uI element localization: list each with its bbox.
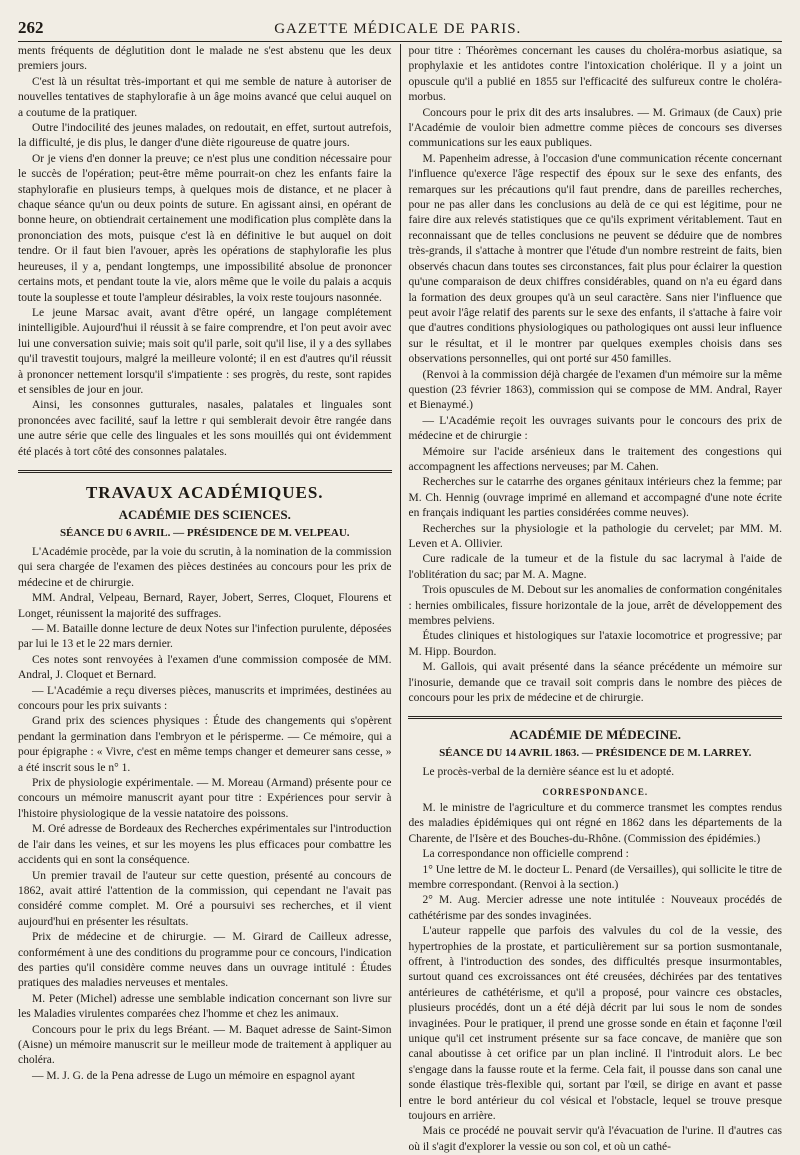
column-rule bbox=[400, 44, 401, 1107]
paragraph: Prix de physiologie expérimentale. — M. Moreau (Armand) présente pour ce concours un mémoire manuscrit ayant pour titre : Expériences pour servir à l'histoire physiologique de la vessie natatoire des poissons. bbox=[18, 777, 392, 820]
paragraph: C'est là un résultat très-important et qui me semble de nature à autoriser de nouvelles tentatives de staphylorafie à un âge moins avancé que celui auquel on a coutume de la pratiquer. bbox=[18, 75, 392, 119]
paragraph: Concours pour le prix du legs Bréant. — M. Baquet adresse de Saint-Simon (Aisne) un mémoire manuscrit sur le meilleur mode de traitement à appliquer au choléra. bbox=[18, 1023, 392, 1067]
right-column bbox=[408, 44, 783, 1153]
left-column bbox=[18, 44, 392, 1107]
paragraph: Un premier travail de l'auteur sur cette question, présenté au concours de 1862, avait attiré l'attention de la commission, qui cependant ne l'avait pas considéré comme complet. M. Oré a poursuivi ses recherches, et il vient aujourd'hui en présenter les résultats. bbox=[18, 869, 392, 928]
paragraph: 2° M. Aug. Mercier adresse une note intitulée : Nouveaux procédés de cathétérisme par des sondes invaginées. bbox=[408, 894, 782, 922]
paragraph: Recherches sur le catarrhe des organes génitaux intérieurs chez la femme; par M. Ch. Hennig (ouvrage imprimé en allemand et accompagné d'une note écrite en français indiquant les parties considérées comme neuves). bbox=[408, 476, 782, 520]
section-title: TRAVAUX ACADÉMIQUES. bbox=[85, 482, 324, 502]
paragraph: M. Oré adresse de Bordeaux des Recherches expérimentales sur l'introduction de l'air dans les veines, et sur les moyens les plus efficaces pour combattre les accidents qui en sont la conséquence. bbox=[18, 823, 392, 867]
paragraph: Concours pour le prix dit des arts insalubres. — M. Grimaux (de Caux) prie l'Académie de vouloir bien admettre comme pièces de concours ses diverses communications sur les eaux publiques. bbox=[408, 106, 782, 150]
paragraph: — L'Académie a reçu diverses pièces, manuscrits et imprimées, destinées au concours pour les prix suivants : bbox=[18, 684, 392, 713]
paragraph: — M. Bataille donne lecture de deux Notes sur l'infection purulente, déposées par lui le 13 et le 22 mars dernier. bbox=[18, 623, 392, 651]
paragraph: La correspondance non officielle comprend : bbox=[422, 848, 629, 861]
correspondence-heading: CORRESPONDANCE. bbox=[542, 786, 649, 797]
paragraph: Grand prix des sciences physiques : Étude des changements qui s'opèrent pendant la germination dans l'embryon et le périsperme. — Ce mémoire, qui a pour épigraphe : « Vivre, c'est en même temps changer et demeurer sans cesse, » a été inscrit sous le n° 1. bbox=[18, 715, 392, 774]
columns bbox=[18, 44, 783, 1153]
paragraph: L'Académie procède, par la voie du scrutin, à la nomination de la commission qui sera chargée de l'examen des pièces destinées au concours pour les prix de médecine et de chirurgie. bbox=[18, 545, 392, 589]
paragraph: Mais ce procédé ne pouvait servir qu'à l'évacuation de l'urine. Il d'autres cas où il s'agit d'explorer la vessie ou son col, et où un cathé- bbox=[408, 1125, 782, 1153]
page-number: 262 bbox=[18, 18, 44, 37]
running-title: GAZETTE MÉDICALE DE PARIS. bbox=[274, 21, 522, 37]
paragraph: — L'Académie reçoit les ouvrages suivants pour le concours des prix de médecine et de chirurgie : bbox=[408, 414, 782, 443]
paragraph: pour titre : Théorèmes concernant les causes du choléra-morbus asiatique, sa prophylaxie et les antidotes contre l'intoxication cholérique. Il y a joint un opuscule qu'il a publié en 1855 sur l'efficacité des sulfureux contre le choléra-morbus. bbox=[408, 45, 782, 104]
paragraph: Le jeune Marsac avait, avant d'être opéré, un langage complétement inintelligible. Aujourd'hui il réussit à se faire comprendre, et l'on peut avoir avec lui une conversation suivie; mais soit qu'il parle, soit qu'il lise, il y a des syllabes qu'il travestit toujours, malgré la meilleure volonté; il en est d'autres qu'il réussit à prononcer nettement lorsqu'il s'impatiente : ses progrès, du reste, sont rapides et sensibles de jour en jour. bbox=[18, 306, 392, 396]
paragraph: Recherches sur la physiologie et la pathologie du cervelet; par MM. M. Leven et A. Ollivier. bbox=[408, 522, 782, 550]
paragraph: Cure radicale de la tumeur et de la fistule du sac lacrymal à l'aide de l'oblitération du sac; par M. A. Magne. bbox=[408, 553, 782, 581]
paragraph: (Renvoi à la commission déjà chargée de l'examen d'un mémoire sur la même question (23 février 1863), commission qui se compose de MM. Andral, Rayer et Bienaymé.) bbox=[408, 368, 782, 412]
paragraph: Études cliniques et histologiques sur l'ataxie locomotrice et progressive; par M. Hipp. Bourdon. bbox=[408, 630, 782, 658]
paragraph: 1° Une lettre de M. le docteur L. Penard (de Versailles), qui sollicite le titre de membre correspondant. (Renvoi à la section.) bbox=[408, 863, 782, 891]
page-header bbox=[18, 10, 782, 42]
paragraph: Prix de médecine et de chirurgie. — M. Girard de Cailleux adresse, conformément à une des conditions du programme pour ce concours, l'indication des parties qu'il considère comme neuves dans un ouvrage intitulé : Études pratiques des maladies nerveuses et mentales. bbox=[18, 931, 392, 990]
academy-title: ACADÉMIE DES SCIENCES. bbox=[118, 506, 291, 522]
session-line: SÉANCE DU 6 AVRIL. — PRÉSIDENCE DE M. VELPEAU. bbox=[59, 526, 350, 539]
section-divider bbox=[408, 716, 782, 719]
paragraph: Or je viens d'en donner la preuve; ce n'est plus une condition nécessaire pour le succès de l'opération; peut-être même pourrait-on chez les enfants faire la staphylorafie en plusieurs temps, à quelques mois de distance, et ne placer à chaque séance qu'un ou deux points de suture. En agissant ainsi, en opérant de bonne heure, on obtiendrait certainement une modification plus complète dans la prononciation des mots, puisque c'est là en définitive le but auquel on doit tendre. Or il faut bien l'avouer, après les opérations de staphylorafie les plus heureuses, il y a, pendant longtemps, une impossibilité absolue de prononcer certains mots, et pendant toute la vie, alors même que le voile du palais a acquis toute la souplesse et toute l'ampleur désirables, la voix reste toujours nasonnée. bbox=[18, 152, 392, 304]
paragraph: ments fréquents de déglutition dont le malade ne s'est abstenu que les deux premiers jours. bbox=[18, 45, 392, 73]
paragraph: Ainsi, les consonnes gutturales, nasales, palatales et linguales sont prononcées avec facilité, sauf la lettre r qui semblerait devoir être rangée dans une autre série que celle des linguales et les sons mouillés qui ont évidemment été placés à tort côté des consonnes palatales. bbox=[18, 399, 392, 458]
paragraph: M. Papenheim adresse, à l'occasion d'une communication récente concernant l'influence qu'exerce l'âge respectif des époux sur le sexe des enfants, des remarques sur les précautions qu'il faut prendre, dans de pareilles recherches, pour ne pas aller dans les conclusions au delà de ce qui est légitime, pour ne faire dire aux relevés statistiques que ce qu'ils expriment véritablement. Taut en reconnaissant que de telles conclusions ne peuvent se déduire que de nombres très-grands, il s'attache à montrer que l'étude d'un nombre restreint de faits, bien observés chacun dans toutes ses circonstances, fait plus pour éclairer la question qu'une comparaison de deux chiffres considérables, quand on n'a eu égard dans la formation des deux groupes qu'à un seul caractère. Sans nier l'influence que peut avoir l'âge relatif des parents sur le sexe des enfants, il s'attache à faire voir que d'autres conditions physiologiques ou pathologiques ont aussi leur influence sur le résultat, et il le montrer par quelques exemples choisis dans ses observations personnelles, qui ont porté sur 450 familles. bbox=[408, 152, 782, 366]
paragraph: Trois opuscules de M. Debout sur les anomalies de conformation congénitales : hernies ombilicales, fissure horizontale de la joue, arrêt de développement des membres pelviens. bbox=[408, 584, 783, 628]
paragraph: Mémoire sur l'acide arsénieux dans le traitement des congestions qui accompagnent les affections nerveuses; par M. Cahen. bbox=[408, 445, 782, 473]
paragraph: MM. Andral, Velpeau, Bernard, Rayer, Jobert, Serres, Cloquet, Flourens et Longet, réunissent la majorité des suffrages. bbox=[18, 592, 392, 620]
paragraph: Outre l'indocilité des jeunes malades, on redoutait, en effet, surtout autrefois, la difficulté, je dis plus, le danger d'une diète rigoureuse de quatre jours. bbox=[18, 122, 392, 150]
paragraph: L'auteur rappelle que parfois des valvules du col de la vessie, des hypertrophies de la prostate, et particulièrement sur sa portion susmontanale, offrent, à l'introduction des sondes, des difficultés presque insurmontables, surtout quand ces excroissances ont été creusées, déchirées par des tentatives antérieures de cathétérisme, et qu'il a proposé, pour vaincre ces obstacles, plusieurs procédés, dont un a été déjà décrit par lui sous le nom de sondes invaginées. Pour le pratiquer, il prend une grosse sonde en étain et façonne l'œil unique qu'il cet instrument présente sur sa face concave, de manière que son canal aboutisse à cet orifice par un plan incliné. Il l'introduit alors. Le bec s'engage dans la fausse route et la ferme. Cela fait, il pousse dans son canal une sonde élastique très-flexible qui, sortant par l'œil, se dirige en avant et passe entre le bord antérieur du col vésical et l'obstacle, lequel se trouve presque toujours en arrière. bbox=[408, 925, 782, 1122]
academy-title: ACADÉMIE DE MÉDECINE. bbox=[509, 727, 682, 743]
paragraph: M. Peter (Michel) adresse une semblable indication concernant son livre sur les Maladies virulentes comparées chez l'homme et chez les animaux. bbox=[18, 992, 392, 1021]
paragraph: Le procès-verbal de la dernière séance est lu et adopté. bbox=[422, 766, 675, 779]
paragraph: — M. J. G. de la Pena adresse de Lugo un mémoire en espagnol ayant bbox=[32, 1069, 355, 1082]
paragraph: M. le ministre de l'agriculture et du commerce transmet les comptes rendus des maladies épidémiques qui ont régné en 1862 dans les départements de la Charente, de l'Isère et des Bouches-du-Rhône. (Commission des épidémies.) bbox=[408, 801, 782, 845]
session-line: SÉANCE DU 14 AVRIL 1863. — PRÉSIDENCE DE M. LARREY. bbox=[439, 747, 752, 760]
section-divider bbox=[18, 470, 392, 473]
paragraph: M. Gallois, qui avait présenté dans la séance précédente un mémoire sur l'inosurie, demande que ce travail soit compris dans le nombre des pièces de concours pour les prix de médecine et de chirurgie. bbox=[408, 661, 782, 705]
paragraph: Ces notes sont renvoyées à l'examen d'une commission composée de MM. Andral, J. Cloquet et Bernard. bbox=[18, 653, 392, 682]
